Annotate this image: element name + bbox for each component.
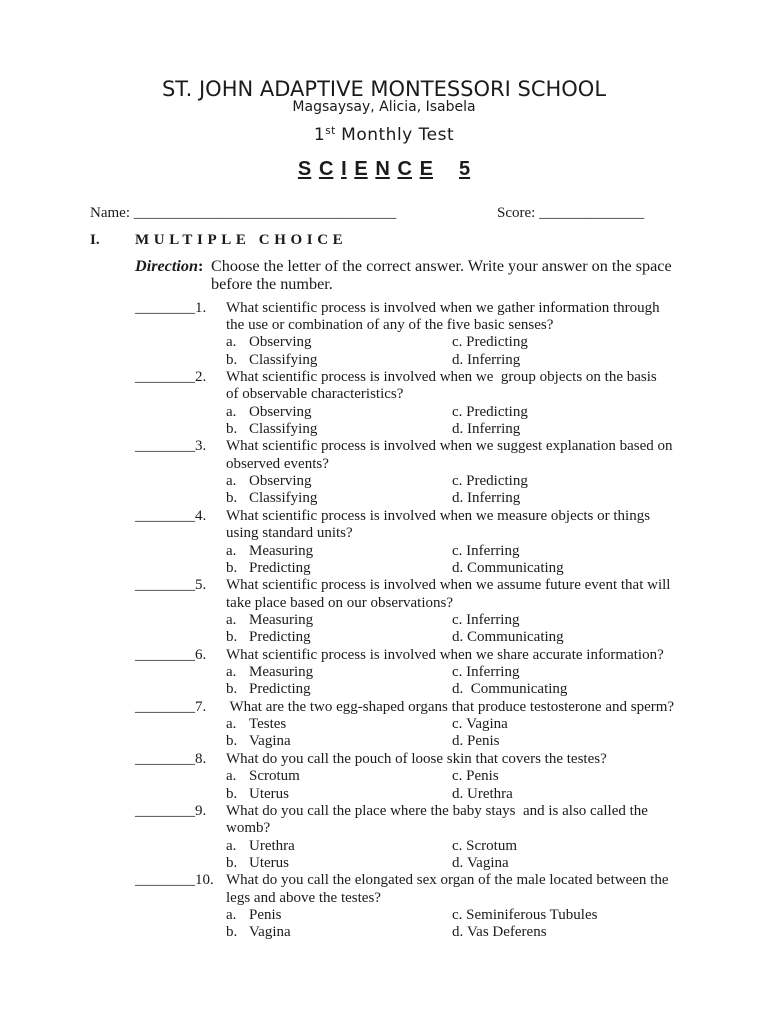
choice-a xyxy=(226,907,282,924)
choice-text: Communicating xyxy=(467,559,564,576)
question-number: 10. xyxy=(195,872,214,889)
choice-letter: c. xyxy=(452,542,463,559)
question-text-line: observed events? xyxy=(226,455,329,472)
choice-letter: d. xyxy=(452,924,464,941)
question-number: 7. xyxy=(195,698,207,715)
question-text-line: What do you call the place where the baby stays and is also called the xyxy=(226,802,648,819)
question-number: 5. xyxy=(195,577,207,594)
choice-text: Communicating xyxy=(467,629,564,646)
choice-text: Classifying xyxy=(249,421,318,438)
question-number-label xyxy=(135,300,206,317)
choice-b xyxy=(226,629,311,646)
question-number-label xyxy=(135,751,206,768)
choice-a xyxy=(226,837,295,855)
choice-d xyxy=(452,352,520,369)
choice-letter: b. xyxy=(226,421,238,438)
school-name: ST. JOHN ADAPTIVE MONTESSORI SCHOOL xyxy=(161,77,607,102)
question-text-line: womb? xyxy=(226,820,271,837)
choice-text: Measuring xyxy=(249,611,314,628)
choice-row xyxy=(0,629,768,646)
question-9 xyxy=(0,803,768,872)
choice-text: Classifying xyxy=(249,351,318,368)
choice-a xyxy=(226,473,312,490)
answer-blank: ________ xyxy=(135,802,195,819)
choice-row xyxy=(0,421,768,438)
answer-blank: ________ xyxy=(135,872,195,889)
choice-letter: c. xyxy=(452,716,463,733)
question-number-label xyxy=(135,438,206,455)
answer-blank: ________ xyxy=(135,646,195,663)
direction-colon: : xyxy=(197,257,204,276)
choice-text: Scrotum xyxy=(466,837,518,854)
choice-letter: b. xyxy=(226,351,238,368)
choice-b xyxy=(226,855,289,872)
test-name: Monthly Test xyxy=(341,125,455,146)
grade-level: 5 xyxy=(458,158,471,181)
choice-text: Communicating xyxy=(467,681,568,698)
test-ordinal: 1 xyxy=(313,125,326,146)
choice-row xyxy=(0,838,768,855)
direction-text-line: before the number. xyxy=(211,274,333,293)
choice-row xyxy=(0,924,768,941)
choice-letter: a. xyxy=(226,334,237,351)
choice-row xyxy=(0,560,768,577)
choice-text: Vagina xyxy=(249,733,291,750)
choice-letter: d. xyxy=(452,733,464,750)
choice-text: Vagina xyxy=(249,924,291,941)
choice-letter: d. xyxy=(452,629,464,646)
choice-text: Urethra xyxy=(467,785,513,802)
choice-letter: d. xyxy=(452,681,464,698)
score-field xyxy=(497,205,644,222)
choice-row xyxy=(0,352,768,369)
subject-letter: C xyxy=(397,158,412,181)
choice-text: Inferring xyxy=(466,542,520,559)
choice-c xyxy=(452,907,597,924)
answer-blank: ________ xyxy=(135,299,195,316)
choice-letter: b. xyxy=(226,681,238,698)
question-text-line: What do you call the pouch of loose skin that covers the testes? xyxy=(226,750,607,767)
question-7 xyxy=(0,699,768,751)
choice-letter: b. xyxy=(226,924,238,941)
question-number: 3. xyxy=(195,438,207,455)
choice-row xyxy=(0,733,768,750)
answer-blank: ________ xyxy=(135,368,195,385)
choice-letter: a. xyxy=(226,473,237,490)
question-1 xyxy=(0,300,768,369)
question-3 xyxy=(0,438,768,507)
question-number-label xyxy=(135,699,206,716)
choice-b xyxy=(226,351,318,369)
question-text-line: What scientific process is involved when we gather information through xyxy=(226,299,660,316)
subject-letter: N xyxy=(375,158,390,181)
choice-letter: c. xyxy=(452,611,463,628)
choice-row xyxy=(0,716,768,733)
choice-letter: a. xyxy=(226,542,237,559)
choice-text: Uterus xyxy=(249,855,289,871)
choice-b xyxy=(226,681,311,698)
question-number: 9. xyxy=(195,802,207,819)
choice-letter: c. xyxy=(452,837,463,854)
question-number-label xyxy=(135,872,214,889)
question-number: 6. xyxy=(195,646,207,663)
choice-d xyxy=(452,629,564,646)
choice-letter: d. xyxy=(452,855,464,871)
choice-text: Predicting xyxy=(466,334,528,351)
choice-text: Predicting xyxy=(249,629,311,646)
choice-row xyxy=(0,404,768,421)
choice-letter: c. xyxy=(452,907,463,924)
choice-letter: a. xyxy=(226,664,237,681)
choice-letter: d. xyxy=(452,421,464,438)
choice-text: Predicting xyxy=(466,403,528,420)
choice-text: Penis xyxy=(467,733,500,750)
choice-b xyxy=(226,559,311,577)
question-text-line: What scientific process is involved when we measure objects or things xyxy=(226,507,651,524)
question-text-line: What do you call the elongated sex organ of the male located between the xyxy=(226,872,669,889)
question-6 xyxy=(0,647,768,699)
choice-letter: d. xyxy=(452,490,464,507)
choice-text: Observing xyxy=(249,403,312,420)
choice-c xyxy=(452,664,519,681)
choice-text: Predicting xyxy=(249,681,311,698)
question-4 xyxy=(0,508,768,577)
choice-c xyxy=(452,473,528,490)
question-number: 8. xyxy=(195,750,207,767)
choice-letter: c. xyxy=(452,768,463,785)
choice-row xyxy=(0,612,768,629)
question-number-label xyxy=(135,369,206,386)
choice-a xyxy=(226,334,312,351)
choice-row xyxy=(0,473,768,490)
question-text-line: legs and above the testes? xyxy=(226,889,381,906)
answer-blank: ________ xyxy=(135,698,195,715)
choice-d xyxy=(452,490,520,507)
choice-row xyxy=(0,786,768,803)
answer-blank: ________ xyxy=(135,750,195,767)
question-number-label xyxy=(135,508,206,525)
name-field xyxy=(90,205,396,222)
choice-b xyxy=(226,421,318,438)
choice-c xyxy=(452,612,519,629)
choice-b xyxy=(226,785,289,803)
school-address: Magsaysay, Alicia, Isabela xyxy=(292,98,476,115)
choice-letter: b. xyxy=(226,855,238,871)
choice-text: Inferring xyxy=(467,421,521,438)
choice-row xyxy=(0,768,768,785)
section-title: MULTIPLE CHOICE xyxy=(135,231,348,248)
choice-letter: a. xyxy=(226,837,237,854)
choice-c xyxy=(452,716,508,733)
choice-letter: c. xyxy=(452,473,463,490)
choice-text: Vas Deferens xyxy=(467,924,547,941)
question-text-line: What scientific process is involved when we assume future event that will xyxy=(226,577,671,594)
choice-text: Penis xyxy=(249,907,282,924)
choice-letter: d. xyxy=(452,351,464,368)
choice-text: Penis xyxy=(466,768,499,785)
choice-letter: a. xyxy=(226,768,237,785)
choice-text: Testes xyxy=(249,716,287,733)
choice-c xyxy=(452,404,528,421)
choice-a xyxy=(226,768,300,785)
choice-a xyxy=(226,664,314,681)
choice-b xyxy=(226,924,291,941)
answer-blank: ________ xyxy=(135,507,195,524)
choice-text: Scrotum xyxy=(249,768,300,785)
question-number: 1. xyxy=(195,299,207,316)
question-5 xyxy=(0,577,768,646)
choice-text: Predicting xyxy=(249,559,311,576)
choice-c xyxy=(452,768,499,785)
choice-letter: c. xyxy=(452,664,463,681)
choice-text: Predicting xyxy=(466,473,528,490)
choice-row xyxy=(0,855,768,872)
question-10 xyxy=(0,872,768,941)
test-title xyxy=(0,125,768,145)
choice-letter: a. xyxy=(226,716,237,733)
subject-letter: C xyxy=(318,158,334,181)
question-text-line: What scientific process is involved when we suggest explanation based on xyxy=(226,438,673,455)
test-ordinal-suffix: st xyxy=(325,125,336,138)
choice-b xyxy=(226,490,318,507)
choice-d xyxy=(452,786,513,803)
choice-row xyxy=(0,681,768,698)
subject-letter: I xyxy=(341,158,347,181)
name-label: Name: xyxy=(90,204,130,221)
question-text-line: of observable characteristics? xyxy=(226,386,404,403)
choice-letter: d. xyxy=(452,785,464,802)
choice-letter: a. xyxy=(226,403,237,420)
choice-b xyxy=(226,733,291,750)
subject-title xyxy=(0,157,768,181)
choice-d xyxy=(452,421,520,438)
choice-d xyxy=(452,681,567,698)
score-blank: ______________ xyxy=(539,204,645,221)
choice-a xyxy=(226,716,287,733)
choice-letter: b. xyxy=(226,733,238,750)
choice-row xyxy=(0,543,768,560)
choice-c xyxy=(452,334,528,351)
choice-text: Urethra xyxy=(249,837,295,854)
question-text-line: take place based on our observations? xyxy=(226,594,453,611)
direction-label xyxy=(135,258,203,275)
choice-letter: a. xyxy=(226,907,237,924)
choice-row xyxy=(0,664,768,681)
choice-text: Measuring xyxy=(249,542,314,559)
choice-a xyxy=(226,542,314,560)
question-8 xyxy=(0,751,768,803)
choice-letter: b. xyxy=(226,629,238,646)
choice-letter: b. xyxy=(226,785,238,802)
choice-a xyxy=(226,403,312,421)
choice-a xyxy=(226,611,314,629)
choice-c xyxy=(452,838,517,855)
question-list xyxy=(0,300,768,942)
choice-c xyxy=(452,543,519,560)
choice-text: Inferring xyxy=(467,351,521,368)
question-number-label xyxy=(135,577,206,594)
choice-letter: c. xyxy=(452,403,463,420)
question-2 xyxy=(0,369,768,438)
choice-letter: b. xyxy=(226,490,238,507)
question-text-line: What scientific process is involved when we group objects on the basis xyxy=(226,368,657,385)
choice-row xyxy=(0,490,768,507)
choice-letter: c. xyxy=(452,334,463,351)
question-number: 2. xyxy=(195,368,207,385)
direction-text-line: Choose the letter of the correct answer. Write your answer on the space xyxy=(211,257,672,276)
answer-blank: ________ xyxy=(135,577,195,594)
question-number-label xyxy=(135,647,206,664)
question-text-line: the use or combination of any of the five basic senses? xyxy=(226,316,554,333)
choice-row xyxy=(0,907,768,924)
choice-text: Observing xyxy=(249,334,312,351)
question-text-line: using standard units? xyxy=(226,525,353,542)
choice-text: Vagina xyxy=(466,716,508,733)
choice-text: Classifying xyxy=(249,490,318,507)
question-number: 4. xyxy=(195,507,207,524)
answer-blank: ________ xyxy=(135,438,195,455)
choice-d xyxy=(452,560,564,577)
subject-letter: E xyxy=(354,158,368,181)
choice-text: Measuring xyxy=(249,664,314,681)
subject-letter: S xyxy=(297,158,312,181)
choice-d xyxy=(452,855,509,872)
choice-text: Inferring xyxy=(467,490,521,507)
choice-letter: a. xyxy=(226,611,237,628)
choice-row xyxy=(0,334,768,351)
choice-text: Uterus xyxy=(249,785,289,802)
question-number-label xyxy=(135,803,206,820)
section-numeral: I. xyxy=(90,231,100,248)
choice-letter: b. xyxy=(226,559,238,576)
choice-text: Inferring xyxy=(466,664,520,681)
choice-text: Vagina xyxy=(467,855,509,871)
score-label: Score: xyxy=(497,204,536,221)
question-text-line: What scientific process is involved when we share accurate information? xyxy=(226,646,664,663)
direction-word: Direction xyxy=(135,257,198,276)
name-blank: ___________________________________ xyxy=(133,204,397,221)
choice-text: Observing xyxy=(249,473,312,490)
choice-letter: d. xyxy=(452,559,464,576)
choice-d xyxy=(452,733,500,750)
choice-text: Inferring xyxy=(466,611,520,628)
question-text-line: What are the two egg-shaped organs that produce testosterone and sperm? xyxy=(226,698,675,715)
choice-text: Seminiferous Tubules xyxy=(466,907,598,924)
subject-letter: E xyxy=(419,158,433,181)
choice-d xyxy=(452,924,547,941)
